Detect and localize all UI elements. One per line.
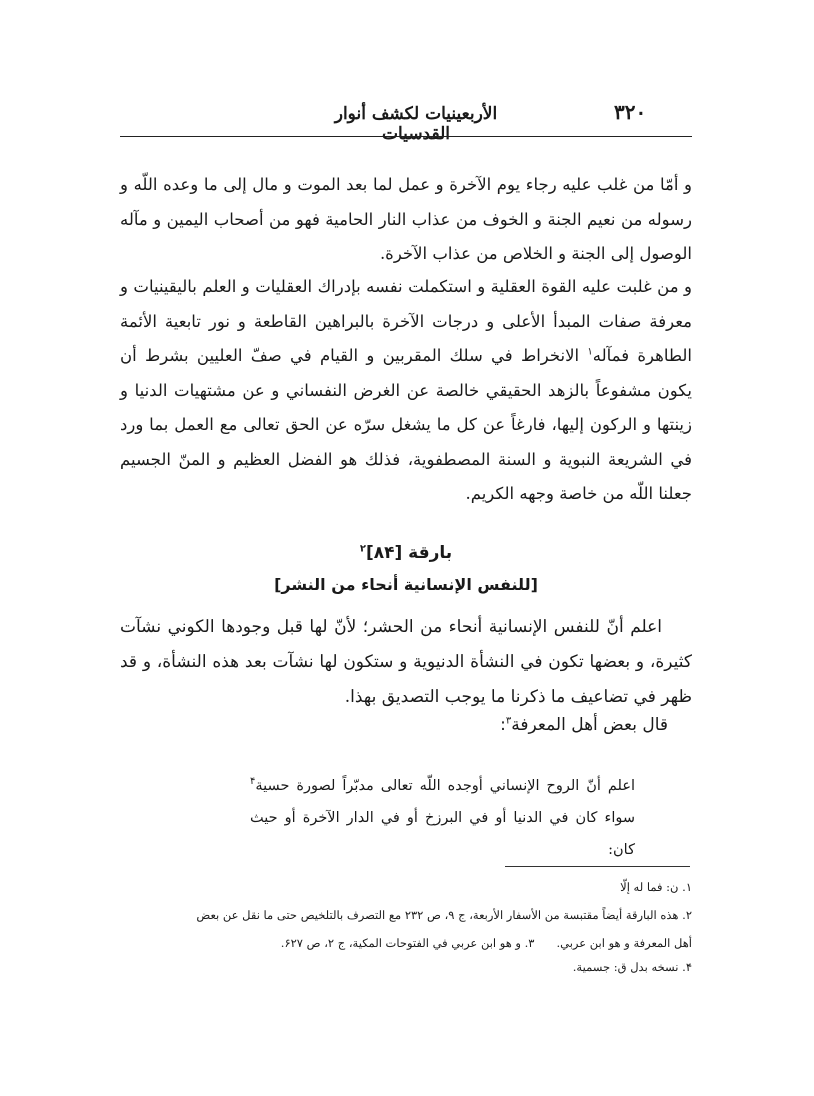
footnote-rule bbox=[505, 866, 690, 867]
footnote-ref-2: ۲ bbox=[359, 543, 366, 555]
footnote-2: ۲. هذه البارقة أيضاً مقتبسة من الأسفار الأربعة، ج ۹، ص ۲۳۲ مع التصرف بالتلخيص حتى ما نقل عن بعض bbox=[196, 908, 692, 922]
quote-intro bbox=[120, 715, 668, 735]
header-rule bbox=[120, 136, 692, 137]
section-paragraph bbox=[120, 610, 692, 715]
page-number: ۳۲۰ bbox=[614, 100, 647, 124]
footnote-ref-1: ۱ bbox=[587, 346, 593, 358]
footnote-3: ۳. و هو ابن عربي في الفتوحات المكية، ج ۲، ص ۶۲۷. bbox=[280, 936, 535, 950]
paragraph-2-part-b: الانخراط في سلك المقربين و القيام في صفّ العليين بشرط أن يكون مشفوعاً بالزهد الحقيقي خالصة عن الغرض النفساني و عن مشتهيات الدنيا و زينتها و الركون إليها، فارغاً عن كل ما يشغل سرّه عن الحق تعالى مع العمل بما ورد في الشريعة النبوية و السنة المصطفوية، فذلك هو الفضل العظيم و المنّ الجسيم جعلنا اللّه من خاصة وجهه الكريم. bbox=[120, 346, 692, 503]
section-title-text: بارقة [۸۴] bbox=[365, 543, 453, 563]
paragraph-2 bbox=[120, 270, 692, 512]
section-title bbox=[120, 543, 692, 563]
section-paragraph-text: اعلم أنّ للنفس الإنسانية أنحاء من الحشر؛ لأنّ لها قبل وجودها الكوني نشآت كثيرة، و بعضها تكون في النشأة الدنيوية و ستكون لها نشآت بعد هذه النشأة، و قد ظهر في تضاعيف ما ذكرنا ما يوجب التصديق بهذا. bbox=[120, 617, 692, 707]
footnote-4: ۴. نسخه بدل ق: جسمية. bbox=[572, 960, 692, 974]
block-quote bbox=[250, 770, 635, 866]
footnote-1: ۱. ن: فما له إلّا bbox=[620, 880, 692, 894]
quote-part-a: اعلم أنّ الروح الإنساني أوجده اللّه تعالى مدبّراً لصورة حسية bbox=[255, 778, 635, 794]
footnote-line bbox=[120, 933, 692, 953]
paragraph-1: و أمّا من غلب عليه رجاء يوم الآخرة و عمل لما بعد الموت و مال إلى ما وعده اللّه و رسوله من نعيم الجنة و الخوف من عذاب النار الحامية فهو من أصحاب اليمين و مآله الوصول إلى الجنة و الخلاص من عذاب الآخرة. bbox=[120, 175, 692, 263]
running-title: الأربعينيات لكشف أنوار القدسيات bbox=[334, 104, 498, 144]
quote-intro-text: قال بعض أهل المعرفة bbox=[511, 715, 668, 735]
paragraph-2-part-a: و من غلبت عليه القوة العقلية و استكملت نفسه بإدراك العقليات و العلم باليقينيات و معرفة صفات المبدأ الأعلى و درجات الآخرة بالبراهين القاطعة و نور تابعية الأئمة الطاهرة فمآله bbox=[120, 277, 692, 365]
section-subtitle: [للنفس الإنسانية أنحاء من النشر] bbox=[274, 575, 538, 594]
quote-intro-colon: : bbox=[500, 715, 506, 735]
footnote-ref-4: ۴ bbox=[250, 776, 256, 788]
footnote-ref-3: ۳ bbox=[505, 715, 512, 727]
footnote-2-continued: أهل المعرفة و هو ابن عربي. bbox=[556, 936, 692, 950]
quote-part-b: سواء كان في الدنيا أو في البرزخ أو في الدار الآخرة أو حيث كان: bbox=[250, 810, 635, 858]
